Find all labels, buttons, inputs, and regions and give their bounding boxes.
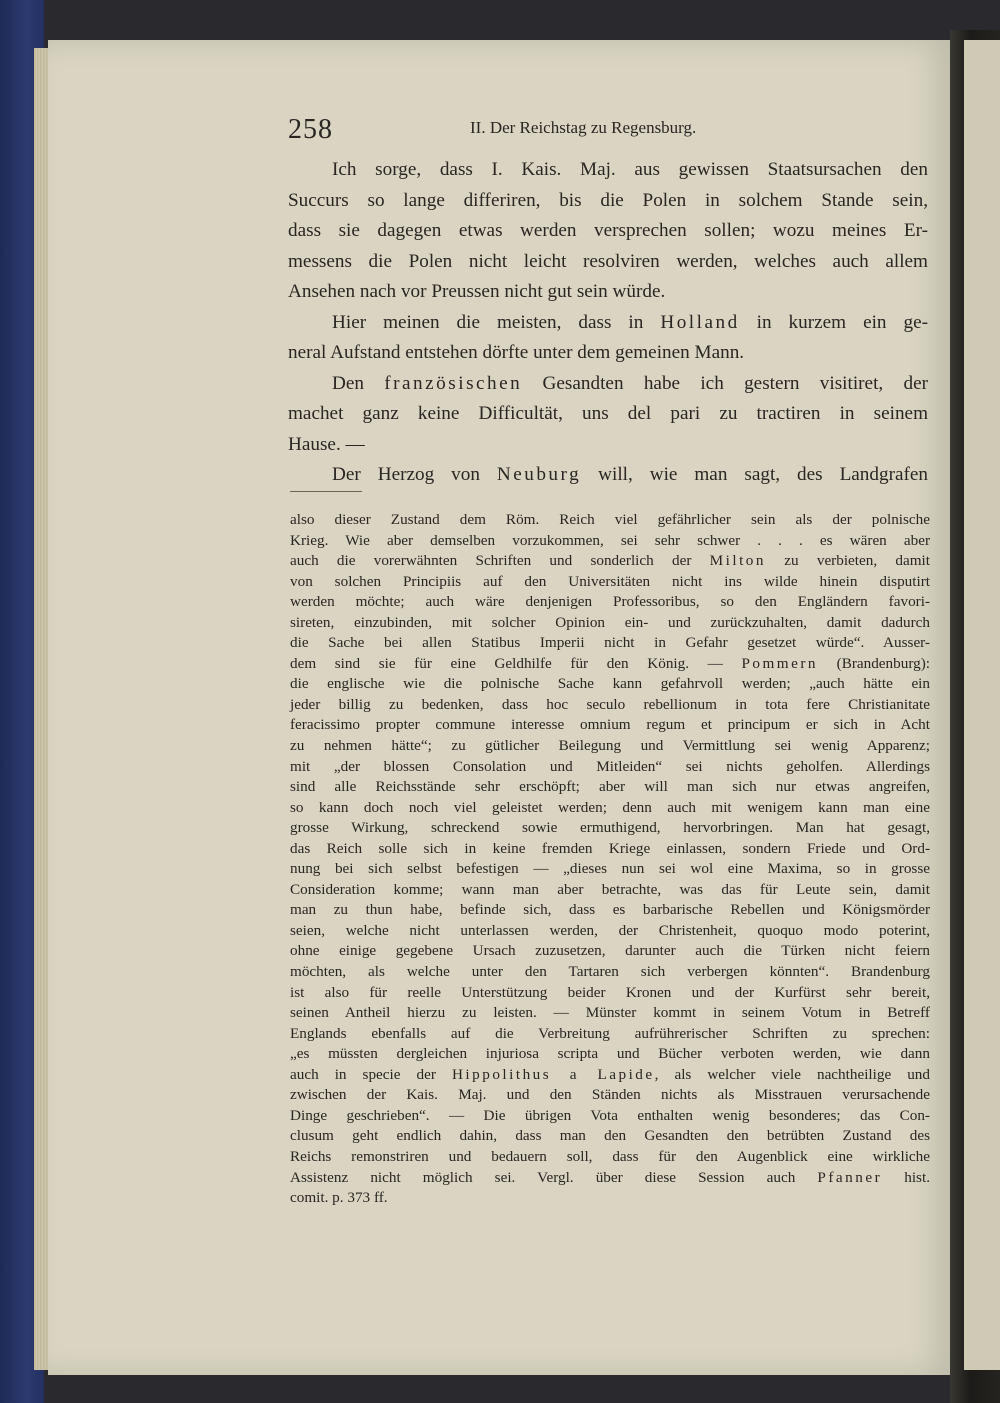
- text-line: messens die Polen nicht leicht resolviren werden, welches auch allem: [288, 250, 928, 272]
- text-line: Hause. —: [288, 433, 365, 455]
- footnote-line: Englands ebenfalls auf die Verbreitung aufrührerischer Schriften zu sprechen:: [290, 1024, 930, 1042]
- footnote-line: clusum geht endlich dahin, dass man den Gesandten den betrübten Zustand des: [290, 1127, 930, 1145]
- text-line: Ich sorge, dass I. Kais. Maj. aus gewissen Staatsursachen den: [332, 159, 928, 180]
- footnote-line: man zu thun habe, befinde sich, dass es barbarische Rebellen und Königsmörder: [290, 901, 930, 919]
- spaced-name: Hippolithus a Lapide: [451, 1065, 655, 1083]
- footnote-line: [290, 551, 930, 572]
- footnote-line: Dinge geschrieben“. — Die übrigen Vota enthalten wenig besonderes; das Con-: [290, 1106, 930, 1124]
- footnote-line: die Sache bei allen Statibus Imperii nicht in Gefahr gesetzet würde“. Ausser-: [290, 634, 930, 652]
- spaced-name: französischen: [384, 372, 523, 394]
- text-line: Succurs so lange differiren, bis die Polen in solchem Stande sein,: [288, 189, 928, 211]
- text-line-part: Den: [332, 372, 385, 394]
- footnote-line: von solchen Principiis auf den Universitäten nicht ins wilde hinein disputirt: [290, 572, 930, 590]
- footnote-line-part: Assistenz nicht möglich sei. Vergl. über diese Session auch: [290, 1168, 818, 1186]
- spaced-name: Pommern: [741, 654, 819, 672]
- footnote-line: möchten, als welche unter den Tartaren sich verbergen könnten“. Brandenburg: [290, 963, 930, 981]
- footnote-line: grosse Wirkung, schreckend sowie ermuthigend, hervorbringen. Man hat gesagt,: [290, 819, 930, 837]
- footnote-line: ohne einige gegebene Ursach zuzusetzen, darunter auch die Türken nicht feiern: [290, 942, 930, 960]
- footnote-line: ist also für reelle Unterstützung beider Kronen und der Kurfürst sehr bereit,: [290, 983, 930, 1001]
- footnote-line: Consideration komme; wann man aber betrachte, was das für Leute sein, damit: [290, 880, 930, 898]
- footnote: [290, 510, 930, 1209]
- text-line: [288, 460, 928, 491]
- footnote-line: „es müssten dergleichen injuriosa scripta und Bücher verboten werden, wie dann: [290, 1045, 930, 1063]
- footnote-line-part: zu verbieten, damit: [766, 552, 930, 570]
- spaced-name: Neuburg: [496, 464, 582, 485]
- footnote-line-part: hist.: [882, 1168, 930, 1186]
- footnote-line: mit „der blossen Consolation und Mitleiden“ sei nichts geholfen. Allerdings: [290, 757, 930, 775]
- spaced-name: Pfanner: [817, 1168, 883, 1186]
- text-line-part: Der Herzog von: [332, 464, 497, 485]
- footnote-line: das Reich solle sich in keine fremden Kriege einlassen, sondern Friede und Ord-: [290, 839, 930, 857]
- footnote-line: Krieg. Wie aber demselben vorzukommen, sei sehr schwer . . . es wären aber: [290, 531, 930, 549]
- text-line-part: in kurzem ein ge-: [739, 311, 928, 333]
- footnote-line: zu nehmen hätte“; zu gütlicher Beilegung und Vermittlung sei wenig Apparenz;: [290, 737, 930, 755]
- footnote-line-part: (Brandenburg):: [818, 654, 930, 672]
- footnote-line: [290, 1168, 930, 1189]
- footnote-line: sireten, einzubinden, mit solcher Opinion ein- und zurückzuhalten, damit dadurch: [290, 613, 930, 631]
- footnote-line: jeder billig zu bedenken, dass hoc seculo rebellionum in tota fere Christianitate: [290, 695, 930, 713]
- footnote-line: [290, 654, 930, 675]
- text-line: neral Aufstand entstehen dörfte unter dem gemeinen Mann.: [288, 342, 745, 363]
- footnote-line: sind alle Reichsstände sehr erschöpft; aber will man sich nur etwas angreifen,: [290, 778, 930, 796]
- text-line: dass sie dagegen etwas werden versprechen sollen; wozu meines Er-: [288, 220, 928, 241]
- text-line: [288, 308, 928, 339]
- footnote-line: so kann doch noch viel geleistet werden; denn auch mit wenigem kann man eine: [290, 798, 930, 816]
- footnote-line: seinen Antheil hierzu zu leisten. — Münster kommt in seinem Votum in Betreff: [290, 1004, 930, 1022]
- footnote-line: feracissimo propter commune interesse omnium regum et principum er sich in Acht: [290, 716, 930, 734]
- page-number: 258: [288, 114, 333, 145]
- footnote-line: seien, welche nicht unterlassen werden, der Christenheit, quoquo modo poterint,: [290, 921, 930, 939]
- text-line: Ansehen nach vor Preussen nicht gut sein würde.: [288, 281, 666, 302]
- spaced-name: Milton: [709, 552, 766, 570]
- footnote-line: comit. p. 373 ff.: [290, 1189, 388, 1207]
- footnote-line-part: auch die vorerwähnten Schriften und sonderlich der: [290, 552, 710, 570]
- running-head: II. Der Reichstag zu Regensburg.: [470, 118, 697, 137]
- footnote-line: nung bei sich selbst befestigen — „dieses nun sei wol eine Maxima, so in grosse: [290, 860, 930, 878]
- footnote-line: werden möchte; auch wäre denjenigen Professoribus, so den Engländern favori-: [290, 593, 930, 611]
- footnote-rule: [290, 491, 362, 492]
- footnote-line: also dieser Zustand dem Röm. Reich viel gefährlicher sein als der polnische: [290, 511, 930, 528]
- footnote-line-part: auch in specie der: [290, 1065, 452, 1083]
- footnote-line: die englische wie die polnische Sache kann gefahrvoll werden; „auch hätte ein: [290, 675, 930, 693]
- footnote-line-part: dem sind sie für eine Geldhilfe für den König. —: [290, 654, 742, 672]
- page-header: [288, 114, 928, 154]
- main-text: [288, 155, 928, 491]
- text-line-part: Gesandten habe ich gestern visitiret, der: [522, 372, 928, 394]
- facing-page-edge: [964, 40, 1000, 1370]
- footnote-line: [290, 1065, 930, 1086]
- text-line: [288, 369, 928, 400]
- footnote-line: Reichs remonstriren und bedauern soll, dass für den Augenblick eine wirkliche: [290, 1147, 930, 1165]
- footnote-line: zwischen der Kais. Maj. und den Ständen nichts als Misstrauen verursachende: [290, 1086, 930, 1104]
- spaced-name: Holland: [660, 311, 740, 333]
- text-line-part: will, wie man sagt, des Landgrafen: [581, 464, 928, 485]
- footnote-line-part: , als welcher viele nachtheilige und: [654, 1065, 930, 1083]
- text-line: machet ganz keine Difficultät, uns del pari zu tractiren in seinem: [288, 403, 928, 424]
- text-line-part: Hier meinen die meisten, dass in: [332, 311, 661, 333]
